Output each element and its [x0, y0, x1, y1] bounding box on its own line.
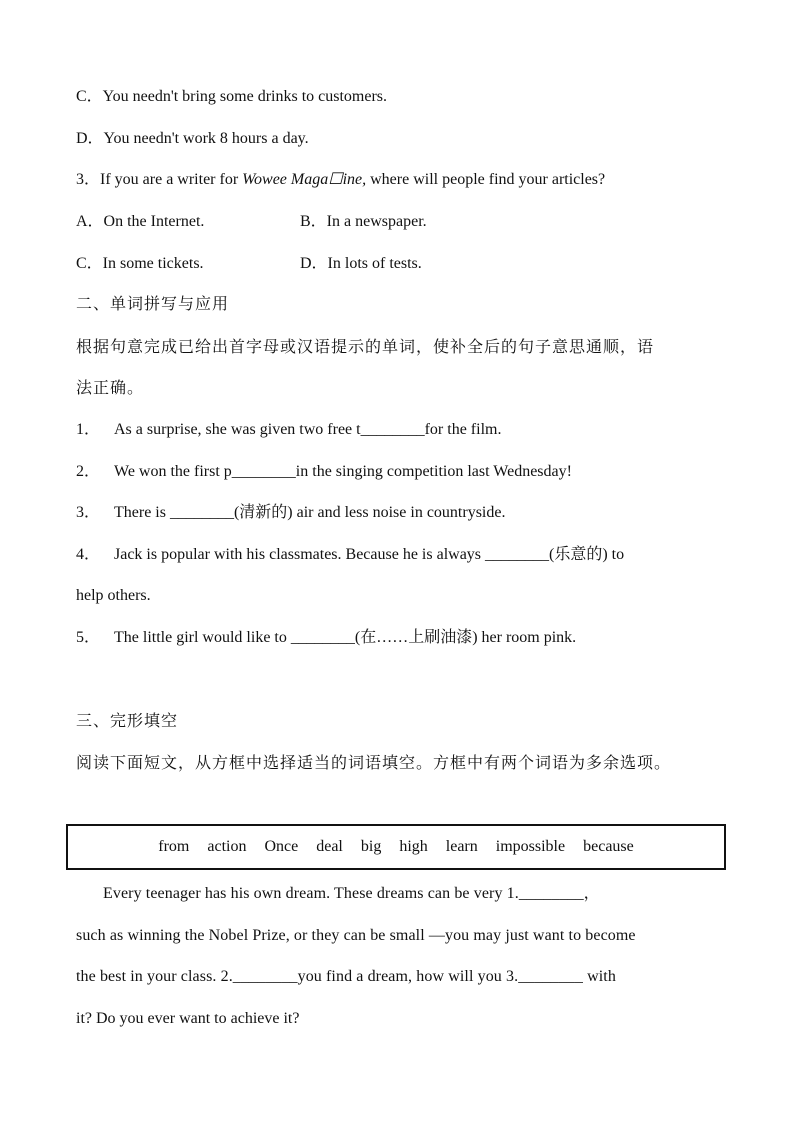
q3-option-b: B．In a newspaper.	[300, 213, 427, 230]
item-number: 1．	[76, 421, 101, 438]
passage-line-3: the best in your class. 2.________you find a dream, how will you 3.________ with	[76, 968, 616, 985]
word-bank-item: Once	[264, 838, 299, 855]
item-number: 2．	[76, 463, 101, 480]
section-2-instruction-line-2: 法正确。	[76, 378, 145, 397]
list-item	[76, 628, 576, 648]
passage-line-1: Every teenager has his own dream. These dreams can be very 1.________，	[103, 885, 600, 902]
item-number: 4．	[76, 546, 101, 563]
question-3-suffix: where will people find your articles?	[366, 171, 606, 188]
item-text: help others.	[76, 587, 151, 604]
option-c: C．You needn't bring some drinks to customers.	[76, 88, 388, 105]
word-bank-item: deal	[316, 838, 343, 855]
passage-line-2: such as winning the Nobel Prize, or they can be small —you may just want to become	[76, 927, 636, 944]
word-bank-item: big	[360, 838, 382, 855]
item-text: As a surprise, she was given two free t________for the film.	[114, 421, 502, 438]
list-item	[76, 503, 505, 523]
item-text: We won the first p________in the singing competition last Wednesday!	[114, 463, 572, 480]
word-bank-item: impossible	[495, 838, 566, 855]
list-item	[76, 420, 501, 440]
word-bank-item: action	[207, 838, 247, 855]
q3-option-a: A．On the Internet.	[76, 213, 205, 230]
item-text: There is ________(清新的) air and less noise in countryside.	[114, 504, 506, 521]
section-3-instruction: 阅读下面短文，从方框中选择适当的词语填空。方框中有两个词语为多余选项。	[76, 753, 672, 772]
word-bank-item: from	[158, 838, 190, 855]
q3-option-c: C．In some tickets.	[76, 255, 204, 272]
list-item-continuation	[76, 586, 151, 606]
passage-line-4: it? Do you ever want to achieve it?	[76, 1010, 300, 1027]
list-item	[76, 462, 572, 482]
word-bank-item: learn	[445, 838, 478, 855]
question-3	[76, 170, 605, 190]
item-text: Jack is popular with his classmates. Because he is always ________(乐意的) to	[114, 546, 625, 563]
word-bank-item: because	[583, 838, 634, 855]
option-d: D．You needn't work 8 hours a day.	[76, 130, 309, 147]
word-bank-item: high	[399, 838, 428, 855]
question-3-prefix: 3．If you are a writer for	[76, 171, 243, 188]
section-2-title: 二、单词拼写与应用	[76, 294, 230, 313]
item-number: 3．	[76, 504, 101, 521]
section-3-title: 三、完形填空	[76, 711, 179, 730]
item-number: 5．	[76, 629, 101, 646]
word-bank-box	[66, 824, 726, 870]
section-2-instruction-line-1: 根据句意完成已给出首字母或汉语提示的单词，使补全后的句子意思通顺，语	[76, 337, 655, 356]
item-text: The little girl would like to ________(在……上刷油漆) her room pink.	[114, 629, 577, 646]
magazine-name: Wowee Maga☐ine,	[242, 171, 367, 188]
list-item	[76, 545, 624, 565]
q3-option-d: D．In lots of tests.	[300, 255, 422, 272]
